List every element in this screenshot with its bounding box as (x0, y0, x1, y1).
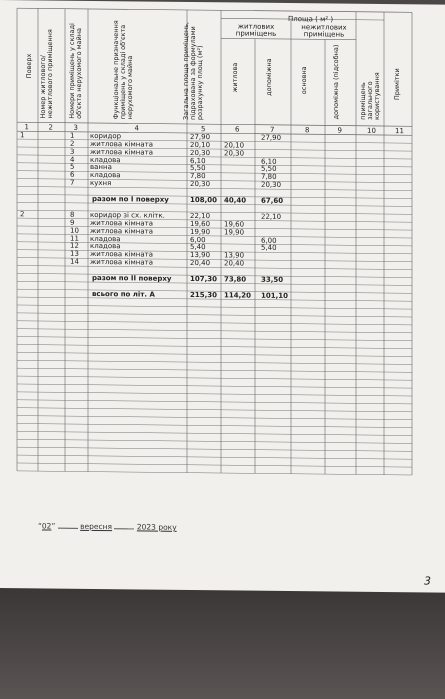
cell-aux: 7,80 (261, 173, 277, 182)
col-living-header: житлова (231, 62, 239, 93)
cell-name: всього по літ. А (92, 289, 155, 299)
cell-total: 13,90 (190, 251, 211, 260)
cell-no: 1 (70, 131, 75, 140)
cell-living: 13,90 (224, 251, 245, 260)
cell-name: ванна (90, 163, 112, 172)
living-group-header: житлових приміщень (235, 22, 277, 38)
grid-line (17, 321, 412, 325)
grid-line (17, 218, 412, 222)
column-number: 11 (395, 126, 404, 135)
cell-name: кухня (90, 179, 112, 188)
cell-name: кладова (90, 242, 121, 251)
grid-line (17, 305, 412, 309)
cell-name: кладова (90, 171, 121, 180)
col-total-header: Загальна площа приміщень, підрахована за формулами розрахунку площ (м²) (182, 21, 205, 121)
cell-name: житлова кімната (90, 218, 154, 228)
column-number: 8 (305, 125, 310, 134)
grid-line (17, 416, 412, 420)
background-surface (0, 585, 445, 699)
footer-date: “02” вересня 2023 року (38, 521, 177, 532)
cell-total: 108,00 (190, 195, 218, 205)
grid-line (17, 439, 412, 443)
footer-month: вересня (80, 521, 113, 532)
cell-aux: 101,10 (261, 291, 289, 300)
cell-name: житлова кімната (90, 250, 154, 259)
grid-line (17, 471, 412, 475)
cell-no: 2 (70, 139, 75, 148)
grid-line (17, 210, 412, 214)
grid-line (17, 147, 412, 151)
cell-name: коридор (90, 131, 122, 141)
column-number: 3 (73, 123, 78, 132)
footer-day: 02 (41, 521, 52, 531)
col-floor-header: Поверх (25, 53, 33, 79)
column-number: 2 (48, 123, 53, 132)
cell-total: 20,30 (190, 180, 211, 189)
cell-aux: 27,90 (261, 133, 282, 142)
cell-total: 107,30 (190, 274, 218, 284)
cell-aux: 5,50 (261, 165, 277, 174)
grid-line (17, 455, 412, 459)
column-number: 6 (235, 124, 240, 134)
grid-line (17, 186, 412, 190)
cell-aux: 67,60 (261, 196, 284, 205)
cell-name: коридор зі сх. клітк. (90, 210, 165, 220)
cell-total: 19,60 (190, 219, 211, 228)
grid-line (17, 384, 412, 388)
cell-living: 19,60 (224, 220, 245, 229)
cell-living: 20,40 (224, 259, 245, 268)
grid-line (17, 329, 412, 333)
grid-line (17, 179, 412, 183)
cell-living: 73,80 (224, 275, 247, 284)
grid-line (17, 447, 412, 451)
col-notes-header: Примітки (393, 68, 401, 101)
cell-living: 20,10 (224, 141, 245, 150)
cell-name: житлова кімната (90, 139, 154, 149)
grid-line (17, 423, 412, 427)
cell-total: 5,50 (190, 164, 206, 173)
cell-total: 6,00 (190, 235, 206, 244)
cell-total: 22,10 (190, 211, 211, 220)
col-aux2-header: допоміжна (підсобна) (332, 44, 340, 120)
cell-total: 20,40 (190, 259, 211, 268)
cell-living: 114,20 (224, 291, 252, 300)
grid-line (17, 313, 412, 317)
cell-no: 8 (70, 210, 75, 219)
col-aux-header: допоміжна (265, 58, 273, 96)
cell-no: 6 (70, 171, 75, 180)
grid-line (17, 408, 412, 412)
cell-floor: 2 (20, 210, 25, 219)
grid-line (17, 265, 412, 269)
grid-line (17, 337, 412, 341)
grid-line (17, 139, 412, 143)
cell-aux: 5,40 (261, 244, 277, 253)
grid-line (17, 376, 412, 380)
cell-no: 10 (70, 226, 79, 235)
cell-name: житлова кімната (90, 147, 154, 157)
grid-line (17, 163, 412, 167)
grid-line (17, 344, 412, 348)
grid-line (17, 171, 412, 175)
cell-total: 5,40 (190, 243, 206, 252)
cell-living: 19,90 (224, 227, 245, 237)
cell-no: 5 (70, 163, 75, 172)
grid-line (17, 131, 412, 135)
grid-line (17, 368, 412, 372)
cell-total: 20,10 (190, 140, 211, 149)
page-number: 3 (424, 574, 431, 588)
cell-aux: 6,10 (261, 157, 277, 166)
cell-floor: 1 (20, 131, 25, 140)
col-room-no-header: Номер житлового/ нежитлового приміщення (39, 29, 55, 119)
cell-name: житлова кімната (90, 226, 154, 236)
cell-no: 13 (70, 250, 79, 259)
cell-total: 19,90 (190, 227, 211, 236)
cell-total: 215,30 (190, 290, 218, 300)
grid-line (17, 360, 412, 364)
cell-total: 7,80 (190, 172, 206, 181)
grid-line (17, 463, 412, 467)
cell-no: 4 (70, 155, 75, 164)
grid-line (17, 400, 412, 404)
column-number: 7 (270, 125, 275, 134)
col-premise-no-header: Номери приміщень у складі об'єкта нерухомого майна (68, 23, 84, 119)
cell-no: 11 (70, 234, 79, 243)
cell-name: кладова (90, 155, 121, 164)
cell-living: 40,40 (224, 196, 247, 205)
cell-total: 20,30 (190, 148, 211, 157)
cell-no: 9 (70, 218, 75, 227)
area-group-header: Площа ( м² ) (288, 15, 334, 24)
cell-total: 27,90 (190, 132, 211, 141)
cell-name: житлова кімната (90, 258, 154, 267)
cell-no: 3 (70, 147, 75, 156)
column-number: 1 (24, 122, 29, 131)
cell-aux: 20,30 (261, 180, 282, 190)
cell-aux: 33,50 (261, 275, 284, 284)
column-number: 10 (367, 126, 376, 135)
cell-total: 6,10 (190, 156, 206, 165)
grid-line (17, 431, 412, 435)
grid-line (17, 392, 412, 396)
column-number: 4 (134, 123, 139, 132)
column-number: 5 (201, 124, 206, 133)
grid-line (17, 352, 412, 356)
cell-no: 7 (70, 178, 75, 187)
col-main-header: основна (300, 66, 308, 95)
grid-line (17, 155, 412, 159)
cell-name: кладова (90, 234, 121, 243)
cell-no: 14 (70, 257, 79, 267)
cell-no: 12 (70, 242, 79, 251)
cell-aux: 22,10 (261, 212, 282, 221)
col-purpose-header: Функціональне призначення приміщень у складі об'єкта нерухомого майна (112, 20, 135, 120)
footer-year: 2023 року (136, 522, 177, 532)
nonliving-group-header: нежитлових приміщень (301, 23, 347, 39)
cell-aux: 6,00 (261, 236, 277, 245)
cell-name: разом по ІІ поверху (92, 273, 172, 283)
column-number: 9 (337, 126, 342, 135)
col-common-header: приміщень загального користування (359, 72, 382, 120)
cell-living: 20,30 (224, 148, 245, 158)
cell-name: разом по І поверху (92, 194, 169, 204)
